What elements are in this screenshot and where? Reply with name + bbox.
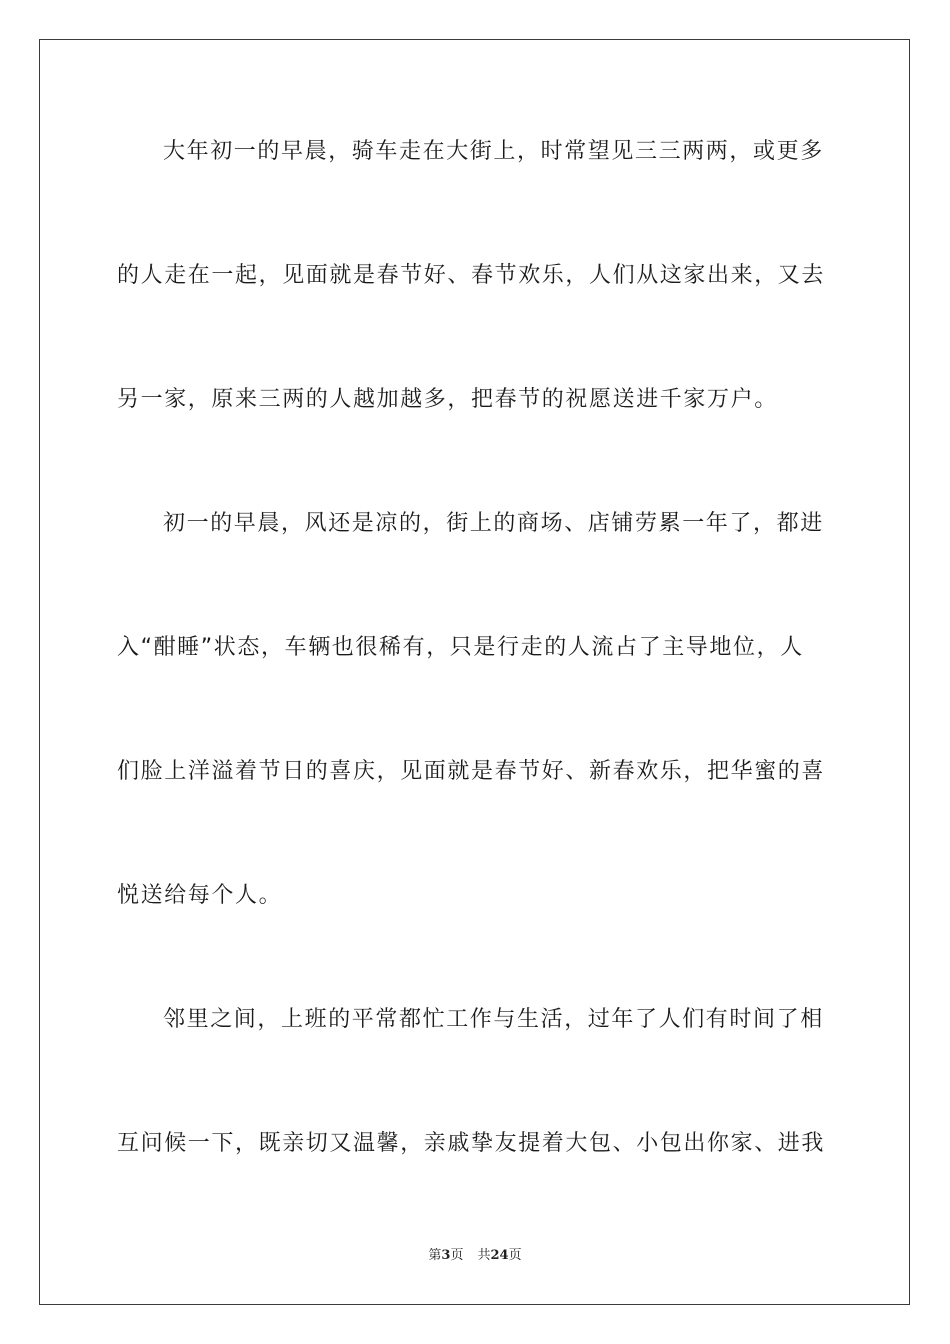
- paragraph-2-line-4: 悦送给每个人。: [117, 883, 283, 908]
- page-number: 3: [441, 1248, 451, 1263]
- paragraph-1-line-1: 大年初一的早晨，骑车走在大街上，时常望见三三两两，或更多: [163, 139, 824, 164]
- page-suffix: 页: [450, 1248, 464, 1263]
- total-suffix: 页: [508, 1248, 522, 1263]
- paragraph-3-line-2: 互问候一下，既亲切又温馨，亲戚挚友提着大包、小包出你家、进我: [117, 1131, 826, 1156]
- paragraph-1-line-2: 的人走在一起，见面就是春节好、春节欢乐，人们从这家出来，又去: [117, 263, 826, 288]
- paragraph-1-line-3: 另一家，原来三两的人越加越多，把春节的祝愿送进千家万户。: [117, 387, 778, 412]
- total-prefix: 共: [477, 1248, 491, 1263]
- paragraph-3-line-1: 邻里之间，上班的平常都忙工作与生活，过年了人们有时间了相: [163, 1007, 824, 1032]
- page-footer: [0, 1247, 950, 1265]
- paragraph-2-line-1: 初一的早晨，风还是凉的，街上的商场、店铺劳累一年了，都进: [163, 511, 824, 536]
- total-pages: 24: [490, 1248, 509, 1263]
- paragraph-2-line-3: 们脸上洋溢着节日的喜庆，见面就是春节好、新春欢乐，把华蜜的喜: [117, 759, 826, 784]
- page-border: [39, 39, 910, 1305]
- page-prefix: 第: [428, 1248, 442, 1263]
- paragraph-2-line-2: 入“酣睡”状态，车辆也很稀有，只是行走的人流占了主导地位，人: [117, 635, 804, 660]
